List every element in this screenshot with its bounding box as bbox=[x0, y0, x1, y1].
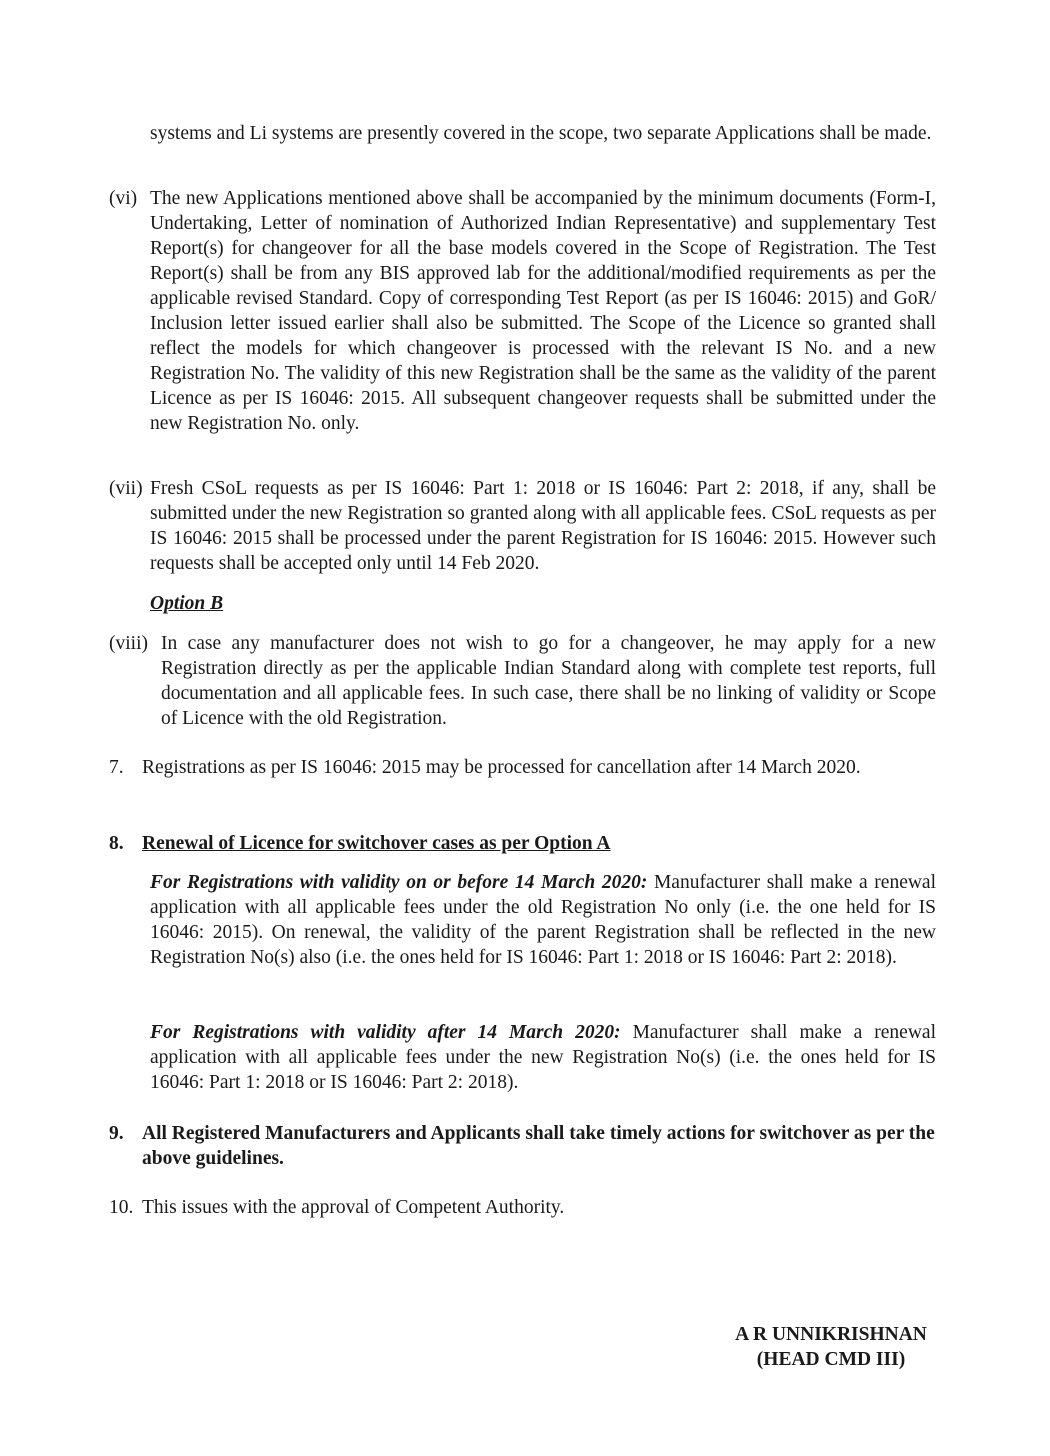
item-viii-marker: (viii) bbox=[109, 633, 148, 654]
signatory-name: A R UNNIKRISHNAN bbox=[735, 1324, 927, 1345]
section-9-paragraph bbox=[142, 1121, 942, 1171]
section-10-paragraph bbox=[142, 1195, 936, 1220]
section-7-paragraph bbox=[142, 755, 936, 780]
section-8-heading bbox=[142, 831, 936, 856]
section-8-para2-text: Manufacturer shall make a renewal application with all applicable fees under the new Registration No(s) (i.e. the ones held for IS 16046: Part 1: 2018 or IS 16046: Part 2: 2018). bbox=[150, 1022, 936, 1093]
item-vi-marker: (vi) bbox=[109, 188, 138, 209]
section-7-text: Registrations as per IS 16046: 2015 may be processed for cancellation after 14 March 2020. bbox=[142, 757, 861, 778]
signature-block bbox=[706, 1322, 956, 1372]
section-10-text: This issues with the approval of Competent Authority. bbox=[142, 1197, 565, 1218]
section-8-paragraph-1 bbox=[150, 870, 936, 970]
section-8-heading-text: Renewal of Licence for switchover cases as per Option A bbox=[142, 833, 611, 854]
item-vi-paragraph bbox=[150, 186, 936, 436]
section-9-number: 9. bbox=[109, 1123, 124, 1144]
item-vii-text: Fresh CSoL requests as per IS 16046: Part 1: 2018 or IS 16046: Part 2: 2018, if any, shall be submitted under the new Registration so granted along with all applicable fees. CSoL requests as per IS 16046: 2015 shall be processed under the parent Registration for IS 16046: 2015. However such requests shall be accepted only until 14 Feb 2020. bbox=[150, 478, 936, 574]
signatory-designation: (HEAD CMD III) bbox=[756, 1349, 906, 1370]
section-7-number: 7. bbox=[109, 757, 124, 778]
item-viii-paragraph bbox=[161, 631, 936, 731]
item-vii-marker: (vii) bbox=[109, 478, 143, 499]
item-viii-text: In case any manufacturer does not wish to go for a changeover, he may apply for a new Registration directly as per the applicable Indian Standard along with complete test reports, full documentation and all applicable fees. In such case, there shall be no linking of validity or Scope of Licence with the old Registration. bbox=[161, 633, 936, 729]
section-8-paragraph-2 bbox=[150, 1020, 936, 1095]
section-8-number: 8. bbox=[109, 833, 124, 854]
item-vii-paragraph bbox=[150, 476, 936, 576]
continuation-paragraph bbox=[150, 121, 936, 146]
item-vi-text: The new Applications mentioned above shall be accompanied by the minimum documents (Form-I, Undertaking, Letter of nomination of Authorized Indian Representative) and supplementary Test Report(s) for changeover for all the base models covered in the Scope of Registration. The Test Report(s) shall be from any BIS approved lab for the additional/modified requirements as per the applicable revised Standard. Copy of corresponding Test Report (as per IS 16046: 2015) and GoR/ Inclusion letter issued earlier shall also be submitted. The Scope of the Licence so granted shall reflect the models for which changeover is processed with the relevant IS No. and a new Registration No. The validity of this new Registration shall be the same as the validity of the parent Licence as per IS 16046: 2015. All subsequent changeover requests shall be submitted under the new Registration No. only. bbox=[150, 188, 936, 434]
section-8-para1-text: Manufacturer shall make a renewal application with all applicable fees under the old Registration No only (i.e. the one held for IS 16046: 2015). On renewal, the validity of the parent Registration shall be reflected in the new Registration No(s) also (i.e. the ones held for IS 16046: Part 1: 2018 or IS 16046: Part 2: 2018). bbox=[150, 872, 937, 968]
section-10-number: 10. bbox=[109, 1197, 134, 1218]
section-9-text: All Registered Manufacturers and Applicants shall take timely actions for switchover as per the above guidelines. bbox=[142, 1123, 935, 1169]
option-b-heading bbox=[150, 591, 550, 616]
continuation-text: systems and Li systems are presently covered in the scope, two separate Applications shall be made. bbox=[150, 123, 932, 144]
section-8-para2-lead: For Registrations with validity after 14 March 2020: bbox=[150, 1022, 621, 1043]
option-b-heading-text: Option B bbox=[150, 593, 224, 614]
section-8-para1-lead: For Registrations with validity on or before 14 March 2020: bbox=[150, 872, 648, 893]
